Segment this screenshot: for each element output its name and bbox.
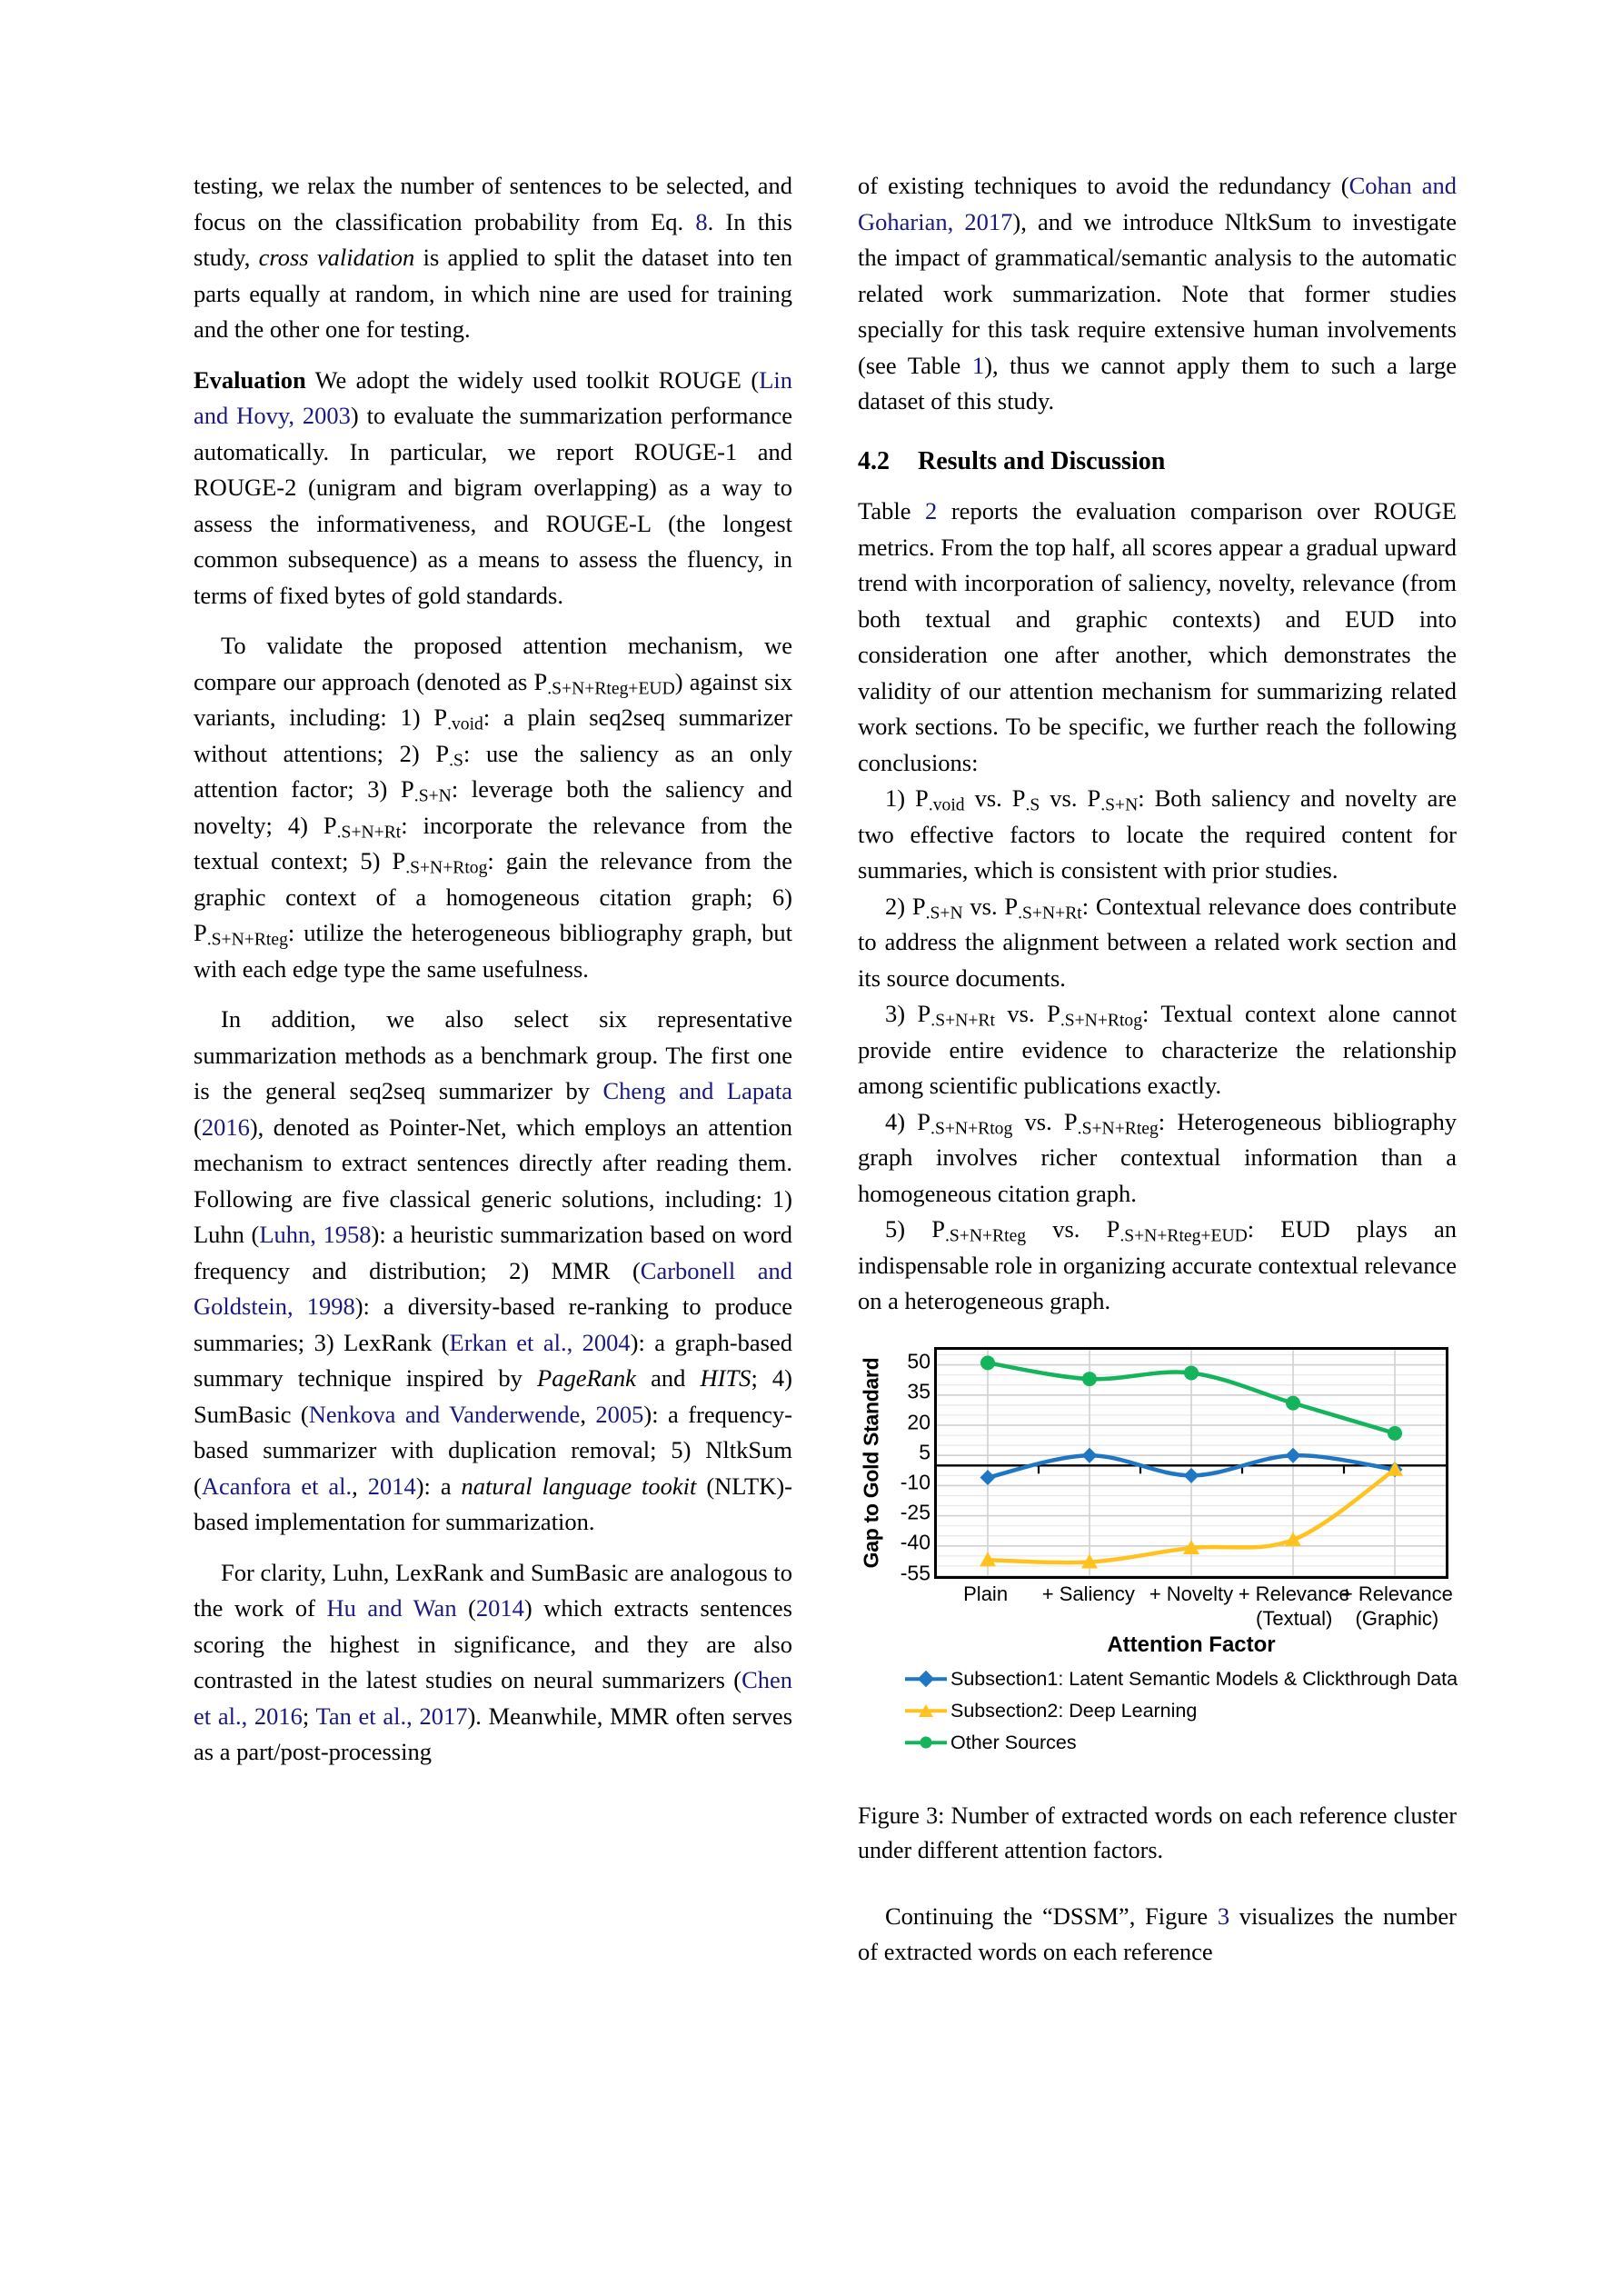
text-run: In addition, we also select six representative summarization methods as a benchmark group. The first one is the general seq2seq summarizer by bbox=[194, 1005, 792, 1104]
subscript: .void bbox=[447, 714, 483, 734]
figure-caption bbox=[858, 1799, 1457, 1868]
text-run: ): a heuristic summarization based on word frequency and distribution; 2) MMR ( bbox=[194, 1221, 793, 1284]
legend-label: Other Sources bbox=[950, 1731, 1077, 1753]
text-run: is applied to split the dataset into ten parts equally at random, in which nine are used for training and the other one for testing. bbox=[194, 244, 792, 343]
x-tick-label-line: (Textual) bbox=[1256, 1606, 1333, 1630]
x-tick-label-line: + Relevance bbox=[1340, 1582, 1453, 1605]
text-run: (NLTK)-based implementation for summarization. bbox=[194, 1472, 793, 1535]
conclusion-item-5 bbox=[858, 1212, 1457, 1320]
citation-link[interactable]: Nenkova and Vanderwende bbox=[308, 1400, 581, 1428]
subscript: .S+N+Rteg+EUD bbox=[1119, 1226, 1248, 1246]
text-run: ): a diversity-based re-ranking to produce summaries; 3) LexRank ( bbox=[194, 1293, 792, 1356]
subscript: .S+N+Rteg bbox=[1077, 1118, 1159, 1138]
subscript: .S+N+Rteg bbox=[944, 1226, 1027, 1246]
text-run: 4) P bbox=[885, 1107, 931, 1135]
text-run: ), denoted as Pointer-Net, which employs an attention mechanism to extract sentences directly after reading them. Following are five classical generic solutions, including: 1) Luhn ( bbox=[194, 1113, 792, 1248]
text-run: : a plain seq2seq summarizer without attentions; 2) P bbox=[194, 704, 792, 767]
text-run: ): a graph-based summary technique inspired by bbox=[194, 1328, 792, 1392]
text-run: reports the evaluation comparison over ROUGE metrics. From the top half, all scores appear a gradual upward trend with incorporation of saliency, novelty, relevance (from both textual and graphic contexts) and EUD into consideration one after another, which demonstrates the validity of our attention mechanism for summarizing related work sections. To be specific, we further reach the following conclusions: bbox=[858, 497, 1457, 776]
y-tick-label: -25 bbox=[900, 1500, 930, 1524]
paragraph-testing bbox=[194, 168, 792, 348]
text-run: testing, we relax the number of sentences to be selected, and focus on the classification probability from Eq. bbox=[194, 172, 792, 235]
text-run: ): a frequency-based summarizer with duplication removal; 5) NltkSum ( bbox=[194, 1400, 792, 1500]
paragraph-benchmarks bbox=[194, 1002, 792, 1541]
x-tick-label bbox=[963, 1582, 1008, 1606]
conclusion-item-3 bbox=[858, 996, 1457, 1104]
text-run: : gain the relevance from the graphic context of a homogeneous citation graph; 6) P bbox=[194, 847, 792, 946]
text-run: For clarity, Luhn, LexRank and SumBasic are analogous to the work of bbox=[194, 1558, 792, 1622]
text-run: ). Meanwhile, MMR often serves as a part/post-processing bbox=[194, 1702, 793, 1765]
text-run: visualizes the number of extracted words on each reference bbox=[858, 1902, 1457, 1965]
y-tick-label: 5 bbox=[919, 1440, 930, 1464]
two-column-body bbox=[194, 168, 1457, 1971]
text-run: ; 4) SumBasic ( bbox=[194, 1364, 793, 1428]
y-tick-label: -55 bbox=[900, 1561, 930, 1584]
right-column bbox=[858, 168, 1457, 1971]
figure-caption-text: Figure 3: Number of extracted words on each reference cluster under different attention factors. bbox=[858, 1802, 1457, 1863]
citation-link[interactable]: Lin and Hovy, 2003 bbox=[194, 365, 792, 429]
legend-item[interactable] bbox=[905, 1727, 1457, 1759]
y-tick-label: 20 bbox=[907, 1410, 930, 1433]
paragraph-table2 bbox=[858, 494, 1457, 781]
legend-label: Subsection2: Deep Learning bbox=[950, 1699, 1198, 1722]
legend-item[interactable] bbox=[905, 1695, 1457, 1727]
x-tick-label bbox=[1149, 1582, 1233, 1606]
x-axis-title bbox=[934, 1632, 1448, 1658]
text-run: vs. P bbox=[994, 1000, 1060, 1027]
legend-marker-icon bbox=[905, 1671, 947, 1687]
x-tick-label-line: + Relevance bbox=[1238, 1582, 1350, 1605]
text-run: vs. P bbox=[962, 892, 1019, 920]
emphasis-text: cross validation bbox=[258, 244, 415, 271]
citation-link[interactable]: Acanfora et al. bbox=[201, 1472, 353, 1500]
x-tick-label bbox=[1341, 1582, 1453, 1631]
figure-ref-link[interactable]: 3 bbox=[1217, 1902, 1230, 1930]
citation-link[interactable]: Luhn, 1958 bbox=[259, 1221, 372, 1248]
subscript: .S+N+Rtog bbox=[405, 858, 488, 878]
text-run: vs. P bbox=[964, 784, 1026, 812]
x-tick-label-line: + Novelty bbox=[1149, 1582, 1234, 1605]
citation-link[interactable]: Erkan et al., 2004 bbox=[449, 1328, 631, 1356]
text-run: , bbox=[352, 1472, 368, 1500]
emphasis-text: natural language tookit bbox=[461, 1472, 697, 1500]
text-run: : Textual context alone cannot provide entire evidence to characterize the relationship among scientific publications exactly. bbox=[858, 1000, 1457, 1099]
text-run: Continuing the “DSSM”, Figure bbox=[885, 1902, 1218, 1930]
text-run: vs. P bbox=[1012, 1107, 1078, 1135]
table-ref-link[interactable]: 2 bbox=[925, 497, 938, 524]
y-axis-title-text: Gap to Gold Standard bbox=[859, 1357, 883, 1568]
section-number: 4.2 bbox=[858, 446, 890, 475]
subscript: .S+N+Rteg+EUD bbox=[547, 678, 675, 698]
subscript: .S+N+Rteg bbox=[206, 930, 288, 950]
citation-link[interactable]: Tan et al., 2017 bbox=[315, 1702, 468, 1730]
paragraph-evaluation bbox=[194, 363, 792, 614]
text-run: vs. P bbox=[1026, 1215, 1120, 1243]
plot-area bbox=[934, 1347, 1448, 1579]
chart-container bbox=[858, 1347, 1457, 1656]
text-run: ; bbox=[302, 1702, 316, 1730]
text-run: of existing techniques to avoid the redundancy ( bbox=[858, 172, 1349, 199]
table-ref-link[interactable]: 1 bbox=[971, 351, 985, 379]
subscript: .void bbox=[928, 795, 965, 815]
subscript: .S+N+Rt bbox=[930, 1011, 995, 1031]
legend-item[interactable] bbox=[905, 1663, 1457, 1695]
text-run: ), thus we cannot apply them to such a large dataset of this study. bbox=[858, 351, 1457, 414]
text-run: To validate the proposed attention mechanism, we compare our approach (denoted as P bbox=[194, 632, 792, 695]
citation-year-link[interactable]: 2014 bbox=[475, 1594, 524, 1622]
text-run: ) which extracts sentences scoring the highest in significance, and they are also contrasted in the latest studies on neural summarizers ( bbox=[194, 1594, 792, 1693]
text-run: ( bbox=[194, 1113, 202, 1141]
legend-label: Subsection1: Latent Semantic Models & Clickthrough Data bbox=[950, 1667, 1458, 1690]
subscript: .S+N+Rtog bbox=[1060, 1011, 1143, 1031]
subscript: .S+N+Rt bbox=[1018, 903, 1082, 923]
chart-legend bbox=[905, 1663, 1457, 1759]
subscript: .S+N bbox=[1100, 795, 1139, 815]
text-run: ) against six variants, including: 1) P bbox=[194, 667, 792, 731]
y-tick-label: -40 bbox=[900, 1530, 930, 1554]
paragraph-dssm bbox=[858, 1899, 1457, 1971]
citation-link[interactable]: Carbonell and Goldstein, 1998 bbox=[194, 1256, 792, 1320]
text-run: 1) P bbox=[885, 784, 929, 812]
citation-year-link[interactable]: 2016 bbox=[201, 1113, 250, 1141]
x-tick-label bbox=[1239, 1582, 1350, 1631]
subscript: .S+N+Rt bbox=[336, 822, 402, 842]
text-run: 2) P bbox=[885, 892, 926, 920]
legend-marker-icon bbox=[905, 1734, 947, 1751]
subscript: .S+N bbox=[413, 786, 452, 806]
equation-ref-link[interactable]: 8 bbox=[695, 207, 708, 235]
legend-marker-icon bbox=[905, 1702, 947, 1719]
citation-year-link[interactable]: 2014 bbox=[367, 1472, 416, 1500]
text-run: : Heterogeneous bibliography graph involves richer contextual information than a homogeneous citation graph. bbox=[858, 1107, 1457, 1207]
section-heading-results bbox=[858, 444, 1457, 480]
x-tick-label-line: + Saliency bbox=[1041, 1582, 1135, 1605]
y-axis-tick-labels bbox=[881, 1347, 934, 1584]
text-run: 3) P bbox=[885, 1000, 931, 1027]
text-run: : incorporate the relevance from the textual context; 5) P bbox=[194, 811, 792, 874]
conclusion-item-1 bbox=[858, 781, 1457, 889]
y-tick-label: 35 bbox=[907, 1379, 930, 1403]
paragraph-lead-in: Evaluation bbox=[194, 365, 306, 394]
text-run: and bbox=[635, 1364, 701, 1392]
paragraph-validate bbox=[194, 628, 792, 987]
text-run: Table bbox=[858, 497, 926, 524]
text-run: . In this study, bbox=[194, 207, 792, 271]
figure-3 bbox=[858, 1347, 1457, 1868]
emphasis-text: HITS bbox=[700, 1364, 751, 1392]
paragraph-clarity bbox=[194, 1555, 792, 1771]
x-axis-title-text: Attention Factor bbox=[1107, 1632, 1276, 1657]
text-run: vs. P bbox=[1040, 784, 1101, 812]
text-run: : Both saliency and novelty are two effective factors to locate the required content for summaries, which is consistent with prior studies. bbox=[858, 784, 1457, 883]
text-run: : use the saliency as an only attention factor; 3) P bbox=[194, 739, 792, 803]
x-tick-label bbox=[1042, 1582, 1135, 1606]
y-tick-label: 50 bbox=[907, 1349, 930, 1373]
left-column bbox=[194, 168, 792, 1971]
y-tick-label: -10 bbox=[900, 1470, 930, 1494]
text-run: We adopt the widely used toolkit ROUGE ( bbox=[305, 365, 760, 394]
subscript: .S+N+Rtog bbox=[930, 1118, 1013, 1138]
citation-link[interactable]: Hu and Wan bbox=[326, 1594, 457, 1622]
x-tick-label-line: (Graphic) bbox=[1355, 1606, 1439, 1630]
conclusion-item-2 bbox=[858, 889, 1457, 997]
citation-link[interactable]: Cohan and Goharian, 2017 bbox=[858, 172, 1458, 235]
line-chart-svg bbox=[937, 1350, 1446, 1576]
citation-link[interactable]: Chen et al., 2016 bbox=[194, 1666, 792, 1730]
text-run: 5) P bbox=[885, 1215, 945, 1243]
text-run: : Contextual relevance does contribute to address the alignment between a related work section and its source documents. bbox=[858, 892, 1457, 992]
text-run: ( bbox=[456, 1594, 476, 1622]
subscript: .S bbox=[1025, 795, 1040, 815]
text-run: : utilize the heterogeneous bibliography graph, but with each edge type the same usefulness. bbox=[194, 919, 792, 983]
subscript: .S bbox=[449, 750, 463, 770]
paragraph-existing-techniques bbox=[858, 168, 1457, 420]
emphasis-text: PageRank bbox=[537, 1364, 636, 1392]
text-run: ), and we introduce NltkSum to investigate the impact of grammatical/semantic analysis to the automatic related work summarization. Note that former studies specially for this task require extensive human involvements (see Table bbox=[858, 207, 1458, 379]
text-run: , bbox=[580, 1400, 596, 1428]
citation-year-link[interactable]: 2005 bbox=[595, 1400, 644, 1428]
citation-link[interactable]: Cheng and Lapata bbox=[602, 1077, 792, 1104]
text-run: : leverage both the saliency and novelty; 4) P bbox=[194, 775, 793, 839]
text-run: ) to evaluate the summarization performance automatically. In particular, we report ROUGE-1 and ROUGE-2 (unigram and bigram overlapping) as a way to assess the informativeness, and ROUGE-L (the longest common subsequence) as a means to assess the fluency, in terms of fixed bytes of gold standards. bbox=[194, 402, 792, 609]
section-title: Results and Discussion bbox=[918, 446, 1166, 475]
subscript: .S+N bbox=[925, 903, 963, 923]
conclusion-item-4 bbox=[858, 1104, 1457, 1213]
x-tick-label-line: Plain bbox=[963, 1582, 1009, 1605]
text-run: : EUD plays an indispensable role in organizing accurate contextual relevance on a heterogeneous graph. bbox=[858, 1215, 1457, 1314]
x-axis-tick-labels bbox=[934, 1582, 1453, 1638]
text-run: ): a bbox=[415, 1472, 462, 1500]
